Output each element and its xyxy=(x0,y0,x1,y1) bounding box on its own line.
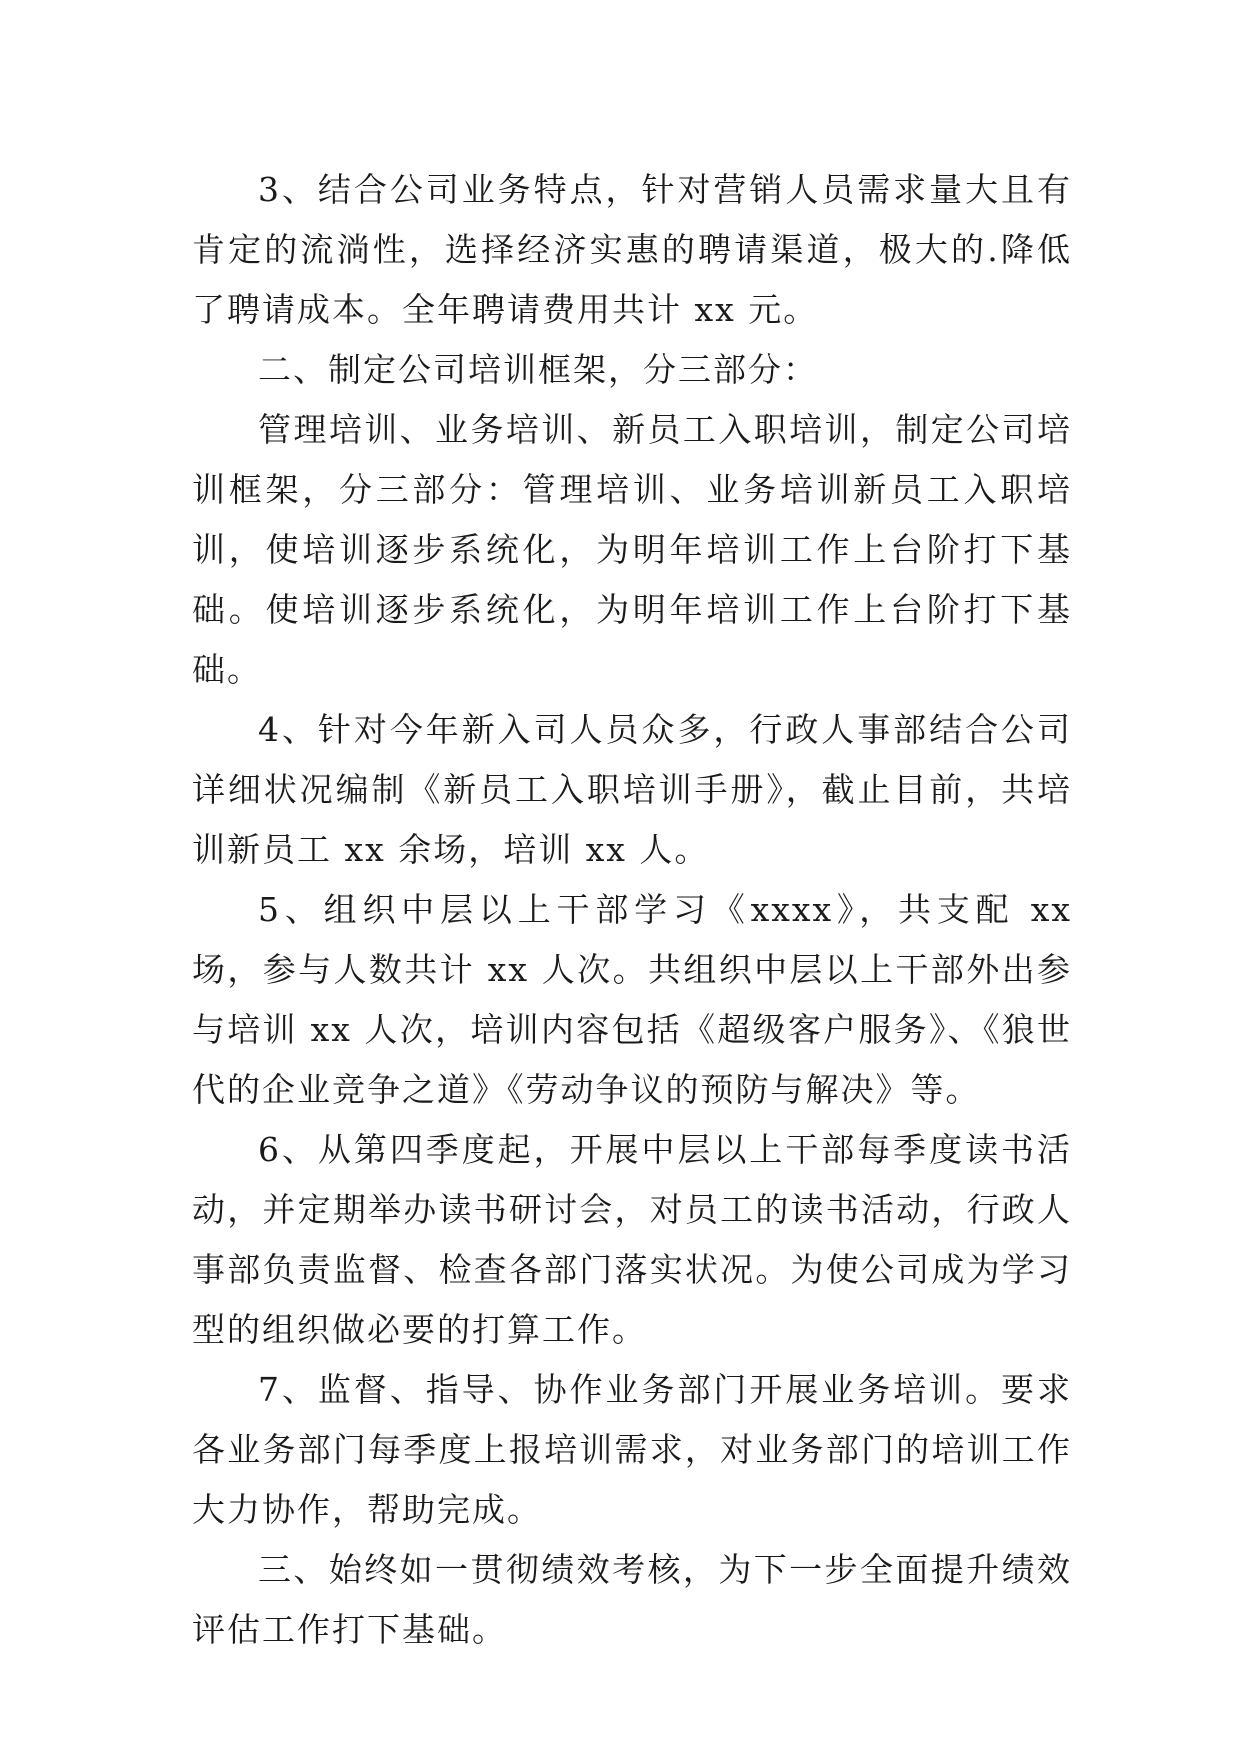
paragraph-management-study: 5、组织中层以上干部学习《xxxx》，共支配 xx 场，参与人数共计 xx 人次。共组织中层以上干部外出参与培训 xx 人次，培训内容包括《超级客户服务》、《狼世代的企业竞争之道》《劳动争议的预防与解决》等。 xyxy=(192,890,1072,1109)
paragraph-new-employee-training: 4、针对今年新入司人员众多，行政人事部结合公司详细状况编制《新员工入职培训手册》，截止目前，共培训新员工 xx 余场，培训 xx 人。 xyxy=(192,710,1072,869)
paragraph-reading-activity: 6、从第四季度起，开展中层以上干部每季度读书活动，并定期举办读书研讨会，对员工的读书活动，行政人事部负责监督、检查各部门落实状况。为使公司成为学习型的组织做必要的打算工作。 xyxy=(192,1130,1072,1349)
paragraph-recruitment-channels: 3、结合公司业务特点，针对营销人员需求量大且有肯定的流淌性，选择经济实惠的聘请渠道，极大的.降低了聘请成本。全年聘请费用共计 xx 元。 xyxy=(192,170,1072,329)
paragraph-business-training: 7、监督、指导、协作业务部门开展业务培训。要求各业务部门每季度上报培训需求，对业务部门的培训工作大力协作，帮助完成。 xyxy=(192,1370,1072,1529)
paragraph-training-framework-heading: 二、制定公司培训框架，分三部分： xyxy=(258,350,818,389)
paragraph-training-framework: 管理培训、业务培训、新员工入职培训，制定公司培训框架，分三部分：管理培训、业务培训新员工入职培训，使培训逐步系统化，为明年培训工作上台阶打下基础。使培训逐步系统化，为明年培训工作上台阶打下基础。 xyxy=(192,410,1072,689)
document-body xyxy=(192,160,1072,1660)
paragraph-performance-appraisal: 三、始终如一贯彻绩效考核，为下一步全面提升绩效评估工作打下基础。 xyxy=(192,1550,1072,1649)
